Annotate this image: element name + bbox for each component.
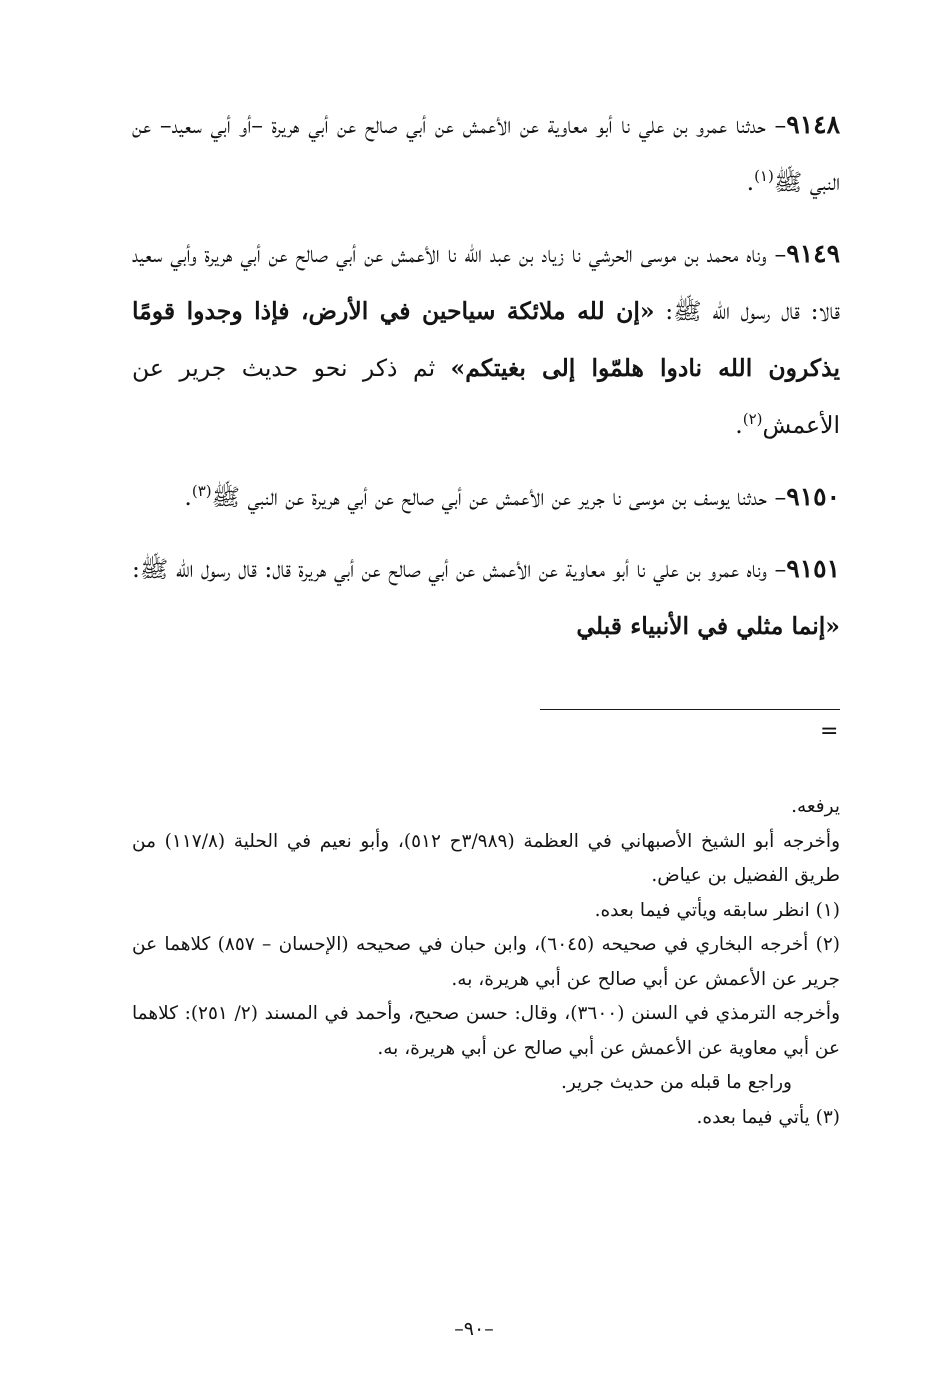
hadith-end: .	[184, 483, 192, 511]
hadith-after: ثم ذكر نحو حديث جرير عن الأعمش	[132, 354, 840, 439]
hadith-end: .	[735, 411, 743, 439]
hadith-number: ٩١٥١	[786, 554, 840, 583]
hadith-text: – وناه عمرو بن علي نا أبو معاوية عن الأعمش عن أبي صالح عن أبي هريرة قال: قال رسول الله ﷺ:	[132, 555, 787, 583]
footnote-3: (٣) يأتي فيما بعده.	[696, 1106, 840, 1128]
footnote-ref[interactable]: (٢)	[742, 410, 763, 429]
footnote-2: (٢) أخرجه البخاري في صحيحه (٦٠٤٥)، وابن حبان في صحيحه (الإحسان – ٨٥٧) كلاهما عن جرير عن الأعمش عن أبي صالح عن أبي هريرة، به.	[132, 934, 840, 990]
hadith-end: .	[746, 168, 755, 196]
footnote-separator	[540, 709, 840, 710]
hadith-text: – وناه محمد بن موسى الحرشي نا زياد بن عبد الله نا الأعمش عن أبي صالح عن أبي هريرة وأبي سعيد قالا: قال رسول الله ﷺ:	[132, 240, 840, 325]
hadith-text: – حدثنا عمرو بن علي نا أبو معاوية عن الأعمش عن أبي صالح عن أبي هريرة –أو أبي سعيد– عن النبي ﷺ	[132, 111, 840, 196]
footnote-1: (١) انظر سابقه ويأتي فيما بعده.	[594, 899, 840, 921]
hadith-9148	[132, 96, 840, 211]
page-number: –٩٠–	[454, 1318, 494, 1340]
footnote-ref[interactable]: (٣)	[191, 482, 212, 501]
footnote-carry-over-line: يرفعه.	[791, 796, 840, 817]
hadith-matn: «إنما مثلي في الأنبياء قبلي	[576, 612, 840, 640]
footnote-ref[interactable]: (١)	[754, 167, 774, 186]
continuation-mark: =	[820, 719, 839, 744]
hadith-number: ٩١٤٩	[786, 239, 840, 268]
hadith-9150	[132, 468, 840, 526]
hadith-9149	[132, 225, 840, 454]
hadith-text: – حدثنا يوسف بن موسى نا جرير عن الأعمش عن أبي صالح عن أبي هريرة عن النبي ﷺ	[211, 483, 787, 511]
footnotes	[132, 790, 840, 1135]
footnote-2-continuation: وراجع ما قبله من حديث جرير.	[560, 1072, 792, 1093]
hadith-number: ٩١٥٠	[786, 482, 840, 511]
main-text	[132, 96, 840, 669]
hadith-matn: «إن لله ملائكة سياحين في الأرض، فإذا وجدوا قومًا يذكرون الله نادوا هلمّوا إلى بغيتكم»	[132, 297, 841, 382]
footnote-carry-over-line: وأخرجه أبو الشيخ الأصبهاني في العظمة (٣/٩٨٩ح ٥١٢)، وأبو نعيم في الحلية (١١٧/٨) من طريق الفضيل بن عياض.	[132, 830, 841, 886]
hadith-number: ٩١٤٨	[786, 110, 840, 139]
hadith-9151	[132, 540, 840, 655]
footnote-2-continuation: وأخرجه الترمذي في السنن (٣٦٠٠)، وقال: حسن صحيح، وأحمد في المسند (٢/ ٢٥١): كلاهما عن أبي معاوية عن الأعمش عن أبي صالح عن أبي هريرة، به.	[132, 1003, 841, 1059]
